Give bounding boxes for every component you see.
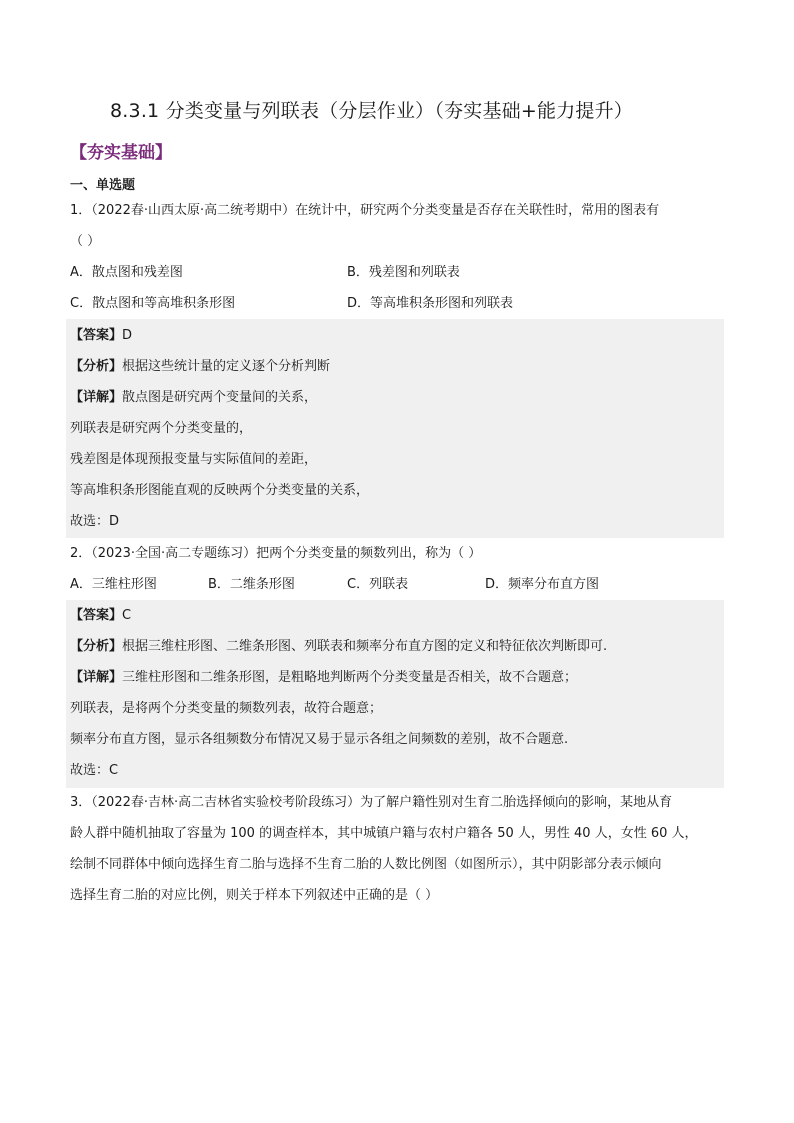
question-3-stem: 3．（2022春·吉林·高二吉林省实验校考阶段练习）为了解户籍性别对生育二胎选择倾向的影响，某地从育 — [70, 795, 673, 810]
question-2-choice: 故选：C — [70, 763, 119, 778]
detail-tag: 【详解】 — [70, 390, 123, 405]
analysis-text: 根据这些统计量的定义逐个分析判断 — [122, 359, 331, 374]
question-3-stem-4: 选择生育二胎的对应比例，则关于样本下列叙述中正确的是（ ） — [70, 888, 439, 903]
question-2-solution-box — [66, 600, 724, 788]
detail-text: 散点图是研究两个变量间的关系， — [122, 390, 318, 405]
detail-text: 三维柱形图和二维条形图，是粗略地判断两个分类变量是否相关，故不合题意； — [122, 670, 578, 685]
question-1-option-d: D．等高堆积条形图和列联表 — [347, 296, 514, 311]
answer-tag: 【答案】 — [70, 328, 123, 343]
question-1-detail-3: 残差图是体现预报变量与实际值间的差距， — [70, 452, 318, 467]
question-1-choice: 故选：D — [70, 514, 120, 529]
question-3-stem-3: 绘制不同群体中倾向选择生育二胎与选择不生育二胎的人数比例图（如图所示），其中阴影部分表示倾向 — [70, 857, 662, 872]
analysis-text: 根据三维柱形图、二维条形图、列联表和频率分布直方图的定义和特征依次判断即可. — [122, 639, 608, 654]
question-1-answer — [70, 327, 132, 345]
page-title: 8.3.1 分类变量与列联表（分层作业）（夯实基础+能力提升） — [110, 100, 634, 122]
question-2-detail-2: 列联表，是将两个分类变量的频数列表，故符合题意； — [70, 701, 383, 716]
detail-tag: 【详解】 — [70, 670, 123, 685]
answer-tag: 【答案】 — [70, 608, 123, 623]
question-2-detail — [70, 669, 577, 687]
question-2-option-a: A．三维柱形图 — [70, 577, 157, 592]
part-heading: 一、单选题 — [70, 178, 136, 193]
question-2-analysis — [70, 638, 607, 656]
question-1-detail-2: 列联表是研究两个分类变量的， — [70, 421, 253, 436]
question-1-detail — [70, 389, 317, 407]
question-1-detail-4: 等高堆积条形图能直观的反映两个分类变量的关系， — [70, 483, 370, 498]
question-1-option-a: A．散点图和残差图 — [70, 265, 183, 280]
question-1-option-c: C．散点图和等高堆积条形图 — [70, 296, 236, 311]
question-3-stem-2: 龄人群中随机抽取了容量为 100 的调查样本，其中城镇户籍与农村户籍各 50 人，男性 40 人，女性 60 人， — [70, 826, 698, 841]
section-header: 【夯实基础】 — [70, 143, 172, 163]
question-2-option-b: B．二维条形图 — [208, 577, 295, 592]
question-2-stem: 2．（2023·全国·高二专题练习）把两个分类变量的频数列出，称为（ ） — [70, 546, 482, 561]
question-1-stem: 1．（2022春·山西太原·高二统考期中）在统计中，研究两个分类变量是否存在关联性时，常用的图表有 — [70, 203, 660, 218]
question-2-option-d: D．频率分布直方图 — [485, 577, 600, 592]
question-2-answer — [70, 607, 131, 625]
analysis-tag: 【分析】 — [70, 639, 123, 654]
question-2-detail-3: 频率分布直方图，显示各组频数分布情况又易于显示各组之间频数的差别，故不合题意. — [70, 732, 569, 747]
answer-value: C — [122, 608, 132, 623]
analysis-tag: 【分析】 — [70, 359, 123, 374]
question-1-analysis — [70, 358, 330, 376]
question-1-stem-cont: （ ） — [70, 234, 101, 249]
question-1-option-b: B．残差图和列联表 — [347, 265, 460, 280]
question-2-option-c: C．列联表 — [347, 577, 409, 592]
answer-value: D — [122, 328, 133, 343]
